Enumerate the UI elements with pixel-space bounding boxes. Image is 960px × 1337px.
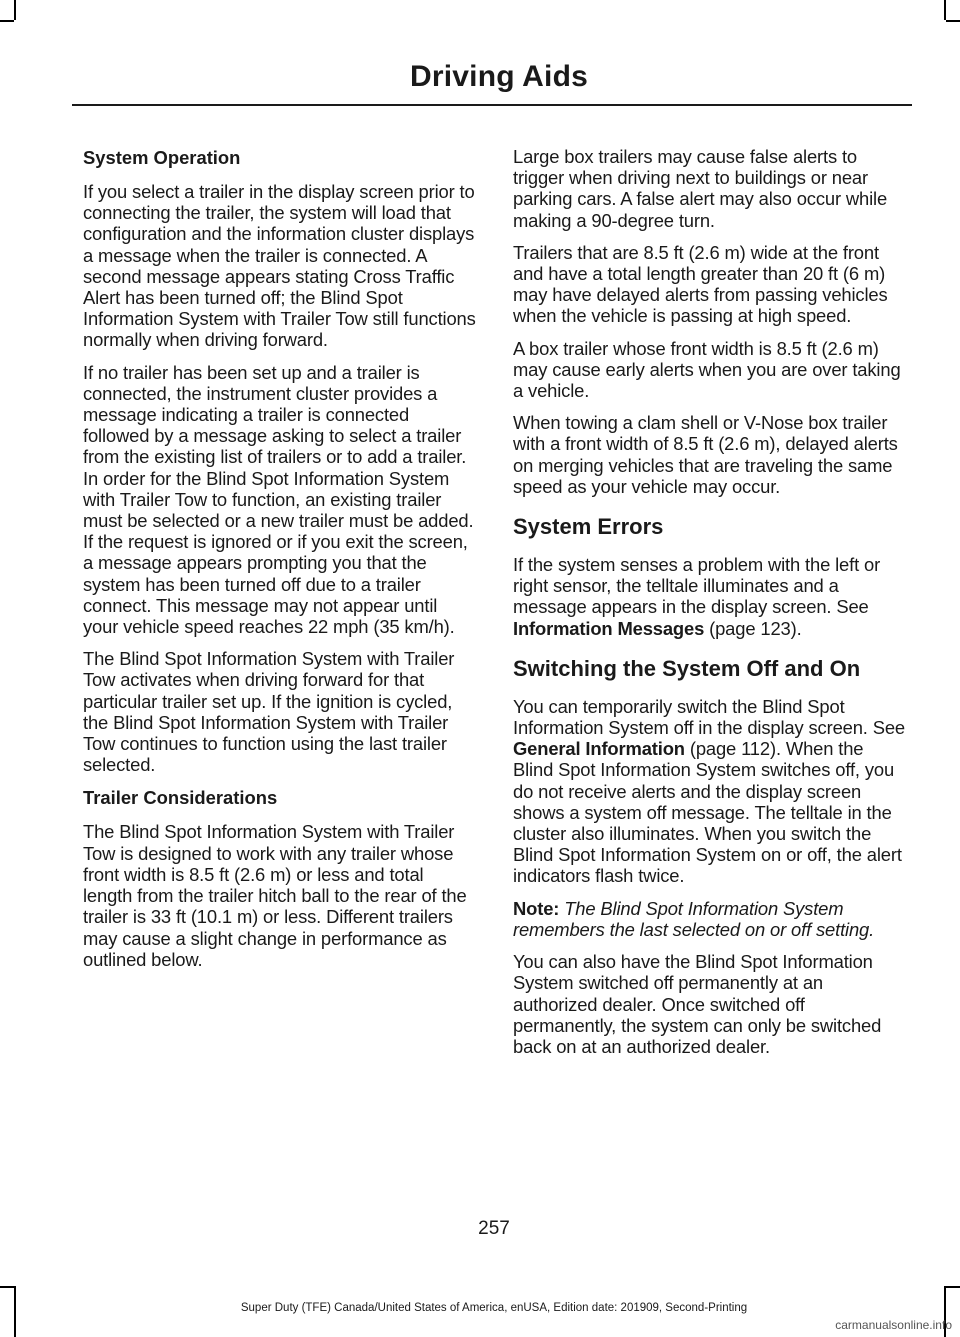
header-divider bbox=[72, 104, 912, 106]
information-messages-link[interactable]: Information Messages bbox=[513, 617, 705, 639]
crop-mark bbox=[0, 1286, 14, 1288]
text: (page 123). bbox=[704, 617, 802, 639]
text: (page 112). When the Blind Spot Information System switches off, you do not receive alerts and the display screen shows a system off message. The telltale in the cluster also illuminates. When you switch the Blind Spot Information System on or off, the alert indicators flash twice. bbox=[513, 738, 902, 887]
system-operation-heading: System Operation bbox=[83, 147, 241, 168]
switching-heading: Switching the System Off and On bbox=[513, 655, 861, 681]
system-errors-paragraph bbox=[513, 554, 907, 639]
switching-paragraph bbox=[513, 696, 907, 887]
paragraph: Trailers that are 8.5 ft (2.6 m) wide at the front and have a total length greater than 20 ft (6 m) may have delayed alerts from passing vehicles when the vehicle is passing at high speed. bbox=[513, 241, 888, 327]
right-column bbox=[513, 146, 907, 1068]
crop-mark bbox=[946, 20, 960, 22]
page-number: 257 bbox=[478, 1218, 510, 1239]
crop-mark bbox=[0, 20, 14, 22]
paragraph: The Blind Spot Information System with Trailer Tow is designed to work with any trailer whose front width is 8.5 ft (2.6 m) or less and total length from the trailer hitch ball to the rear of the trailer is 33 ft (10.1 m) or less. Different trailers may cause a slight change in performance as outlined below. bbox=[83, 821, 467, 970]
page-header-title: Driving Aids bbox=[410, 60, 588, 93]
note-paragraph bbox=[513, 898, 907, 940]
paragraph: You can also have the Blind Spot Information System switched off permanently at an authorized dealer. Once switched off permanently, the system can only be switched back on at an authorized dealer. bbox=[513, 951, 882, 1057]
text: You can temporarily switch the Blind Spot Information System off in the display screen. See bbox=[513, 695, 905, 739]
paragraph: A box trailer whose front width is 8.5 ft (2.6 m) may cause early alerts when you are over taking a vehicle. bbox=[513, 337, 901, 402]
note-label: Note: bbox=[513, 897, 560, 919]
trailer-considerations-heading: Trailer Considerations bbox=[83, 787, 278, 809]
paragraph: If you select a trailer in the display screen prior to connecting the trailer, the system will load that configuration and the information cluster displays a message when the trailer is connected. A second message appears stating Cross Traffic Alert has been turned off; the Blind Spot Information System with Trailer Tow still functions normally when driving forward. bbox=[83, 181, 476, 351]
edition-footer: Super Duty (TFE) Canada/United States of America, enUSA, Edition date: 201909, Second-Printing bbox=[240, 1302, 748, 1314]
text: If the system senses a problem with the left or right sensor, the telltale illuminates and a message appears in the display screen. See bbox=[513, 554, 881, 618]
paragraph: When towing a clam shell or V-Nose box trailer with a front width of 8.5 ft (2.6 m), delayed alerts on merging vehicles that are traveling the same speed as your vehicle may occur. bbox=[513, 412, 898, 497]
note-text: The Blind Spot Information System remembers the last selected on or off setting. bbox=[513, 897, 875, 940]
general-information-link[interactable]: General Information bbox=[513, 738, 685, 760]
paragraph: If no trailer has been set up and a trailer is connected, the instrument cluster provides a message indicating a trailer is connected followed by a message asking to select a trailer from the existing list of trailers or to add a trailer. In order for the Blind Spot Information System with Trailer Tow to function, an existing trailer must be selected or a new trailer must be added. If the request is ignored or if you exit the screen, a message appears prompting you that the system has been turned off due to a trailer connect. This message may not appear until your vehicle speed reaches 22 mph (35 km/h). bbox=[83, 361, 474, 638]
paragraph: Large box trailers may cause false alerts to trigger when driving next to buildings or near parking cars. A false alert may also occur while making a 90-degree turn. bbox=[513, 146, 888, 231]
crop-mark bbox=[944, 0, 946, 20]
paragraph: The Blind Spot Information System with Trailer Tow activates when driving forward for that particular trailer set up. If the ignition is cycled, the Blind Spot Information System with Trailer Tow continues to function using the last trailer selected. bbox=[83, 648, 455, 776]
system-errors-heading: System Errors bbox=[513, 514, 664, 540]
crop-mark bbox=[14, 0, 16, 20]
watermark: carmanualsonline.info bbox=[835, 1318, 952, 1332]
crop-mark bbox=[946, 1286, 960, 1288]
left-column bbox=[83, 146, 477, 981]
